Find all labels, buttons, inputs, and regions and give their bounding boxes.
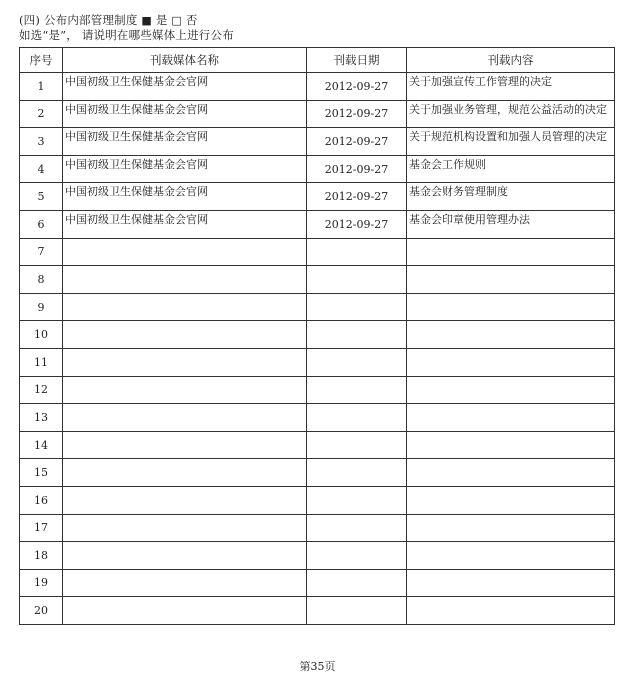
- yes-label: 是: [155, 13, 168, 27]
- row-number: 12: [20, 376, 63, 404]
- publish-date-cell: [307, 321, 407, 349]
- no-label: 否: [185, 13, 198, 27]
- table-row: [20, 348, 615, 376]
- table-row: [20, 321, 615, 349]
- content-cell: [407, 404, 615, 432]
- row-number: 10: [20, 321, 63, 349]
- content-cell: [407, 486, 615, 514]
- row-number: 2: [20, 100, 63, 128]
- content-cell: [407, 293, 615, 321]
- row-number: 8: [20, 266, 63, 294]
- media-name-cell: 中国初级卫生保健基金会官网: [63, 210, 307, 238]
- table-row: [20, 73, 615, 101]
- publish-date-cell: 2012-09-27: [307, 155, 407, 183]
- publish-date-cell: [307, 266, 407, 294]
- content-cell: 关于加强业务管理，规范公益活动的决定: [407, 100, 615, 128]
- media-name-cell: [63, 486, 307, 514]
- content-cell: 基金会财务管理制度: [407, 183, 615, 211]
- content-cell: [407, 266, 615, 294]
- media-name-cell: [63, 514, 307, 542]
- publish-date-cell: 2012-09-27: [307, 128, 407, 156]
- content-cell: [407, 376, 615, 404]
- publish-date-cell: 2012-09-27: [307, 100, 407, 128]
- table-row: [20, 183, 615, 211]
- table-row: [20, 266, 615, 294]
- content-cell: [407, 238, 615, 266]
- column-header-date: 刊载日期: [307, 48, 407, 73]
- table-row: [20, 376, 615, 404]
- table-row: [20, 210, 615, 238]
- content-cell: 关于加强宣传工作管理的决定: [407, 73, 615, 101]
- table-header-row: [20, 48, 615, 73]
- table-row: [20, 128, 615, 156]
- publish-date-cell: 2012-09-27: [307, 210, 407, 238]
- content-cell: [407, 597, 615, 625]
- row-number: 13: [20, 404, 63, 432]
- table-row: [20, 486, 615, 514]
- content-cell: [407, 431, 615, 459]
- row-number: 16: [20, 486, 63, 514]
- row-number: 3: [20, 128, 63, 156]
- media-name-cell: [63, 597, 307, 625]
- media-name-cell: [63, 293, 307, 321]
- media-name-cell: [63, 376, 307, 404]
- yes-checkbox[interactable]: ■: [141, 14, 152, 27]
- table-row: [20, 542, 615, 570]
- section-title-line: [19, 13, 619, 28]
- table-row: [20, 514, 615, 542]
- section-title: (四) 公布内部管理制度: [19, 13, 138, 27]
- row-number: 1: [20, 73, 63, 101]
- publish-date-cell: [307, 569, 407, 597]
- row-number: 19: [20, 569, 63, 597]
- row-number: 18: [20, 542, 63, 570]
- column-header-content: 刊载内容: [407, 48, 615, 73]
- content-cell: [407, 542, 615, 570]
- publish-date-cell: 2012-09-27: [307, 73, 407, 101]
- publish-date-cell: [307, 459, 407, 487]
- table-row: [20, 404, 615, 432]
- table-row: [20, 569, 615, 597]
- media-name-cell: 中国初级卫生保健基金会官网: [63, 155, 307, 183]
- media-name-cell: [63, 348, 307, 376]
- content-cell: 基金会印章使用管理办法: [407, 210, 615, 238]
- media-name-cell: [63, 459, 307, 487]
- content-cell: [407, 348, 615, 376]
- content-cell: [407, 569, 615, 597]
- publish-date-cell: [307, 238, 407, 266]
- column-header-media: 刊载媒体名称: [63, 48, 307, 73]
- content-cell: 基金会工作规则: [407, 155, 615, 183]
- publish-date-cell: 2012-09-27: [307, 183, 407, 211]
- table-row: [20, 597, 615, 625]
- publish-date-cell: [307, 404, 407, 432]
- table-row: [20, 431, 615, 459]
- table-row: [20, 155, 615, 183]
- table-row: [20, 459, 615, 487]
- media-name-cell: [63, 431, 307, 459]
- row-number: 9: [20, 293, 63, 321]
- media-name-cell: [63, 569, 307, 597]
- content-cell: [407, 514, 615, 542]
- content-cell: [407, 321, 615, 349]
- row-number: 5: [20, 183, 63, 211]
- media-name-cell: [63, 404, 307, 432]
- table-row: [20, 293, 615, 321]
- column-header-no: 序号: [20, 48, 63, 73]
- publish-date-cell: [307, 542, 407, 570]
- row-number: 7: [20, 238, 63, 266]
- publish-date-cell: [307, 486, 407, 514]
- table-row: [20, 100, 615, 128]
- publish-date-cell: [307, 597, 407, 625]
- row-number: 20: [20, 597, 63, 625]
- media-name-cell: 中国初级卫生保健基金会官网: [63, 128, 307, 156]
- section-header: [19, 13, 619, 42]
- media-name-cell: [63, 542, 307, 570]
- media-name-cell: [63, 321, 307, 349]
- media-name-cell: [63, 238, 307, 266]
- media-name-cell: [63, 266, 307, 294]
- content-cell: 关于规范机构设置和加强人员管理的决定: [407, 128, 615, 156]
- media-name-cell: 中国初级卫生保健基金会官网: [63, 73, 307, 101]
- row-number: 4: [20, 155, 63, 183]
- publish-date-cell: [307, 514, 407, 542]
- publish-date-cell: [307, 431, 407, 459]
- row-number: 17: [20, 514, 63, 542]
- instruction-line: 如选“是”， 请说明在哪些媒体上进行公布: [19, 28, 234, 42]
- publication-table: [19, 47, 615, 625]
- content-cell: [407, 459, 615, 487]
- row-number: 11: [20, 348, 63, 376]
- table-row: [20, 238, 615, 266]
- publish-date-cell: [307, 376, 407, 404]
- media-name-cell: 中国初级卫生保健基金会官网: [63, 183, 307, 211]
- publish-date-cell: [307, 348, 407, 376]
- row-number: 6: [20, 210, 63, 238]
- media-name-cell: 中国初级卫生保健基金会官网: [63, 100, 307, 128]
- page-number: 第35页: [299, 660, 336, 673]
- no-checkbox[interactable]: □: [171, 14, 182, 27]
- publish-date-cell: [307, 293, 407, 321]
- row-number: 15: [20, 459, 63, 487]
- row-number: 14: [20, 431, 63, 459]
- table-body: [20, 73, 615, 625]
